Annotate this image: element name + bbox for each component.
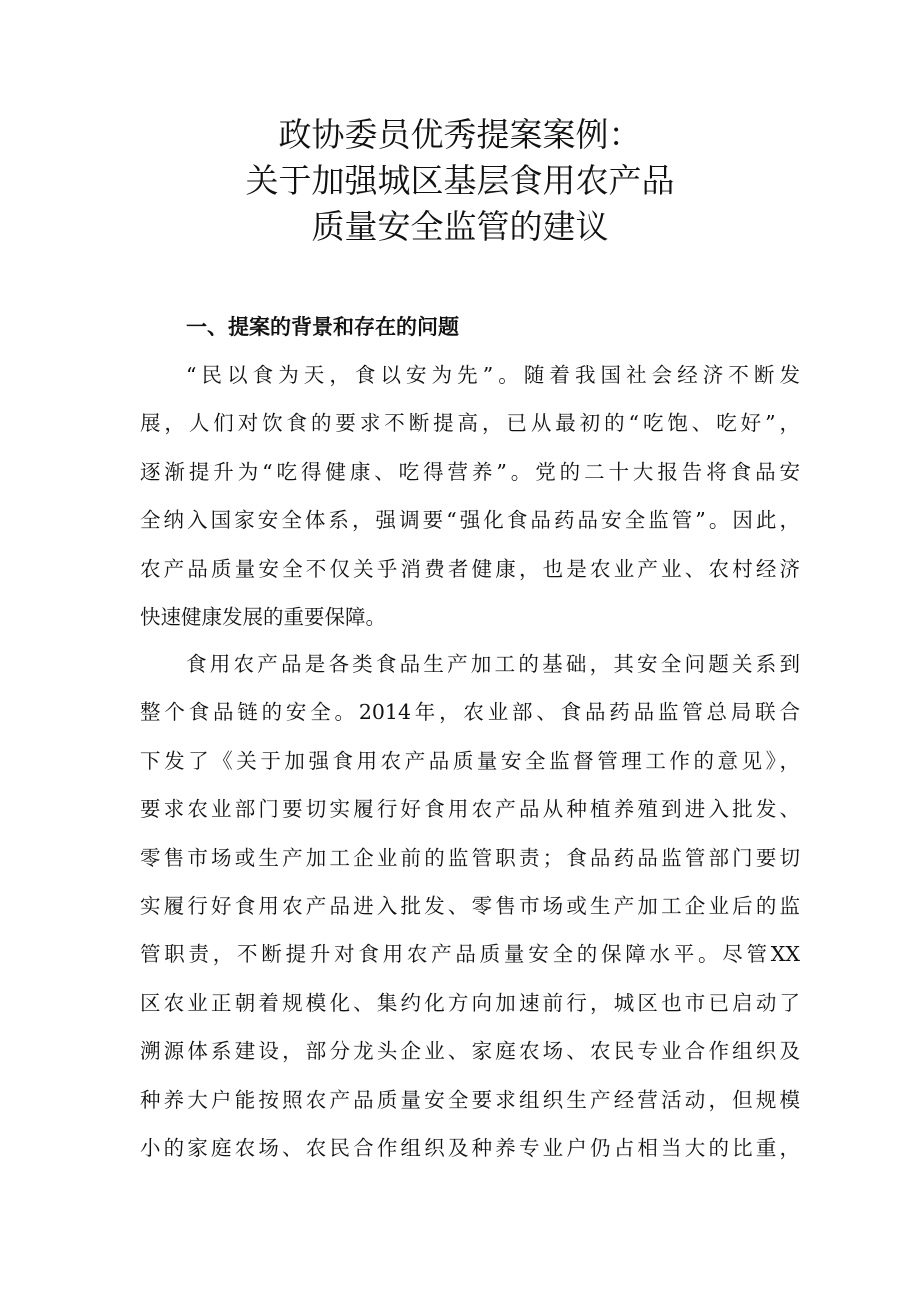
- paragraph-line: “民以食为天，食以安为先”。随着我国社会经济不断发: [186, 363, 800, 387]
- paragraph-line: 实履行好食用农产品进入批发、零售市场或生产加工企业后的监: [140, 893, 800, 918]
- paragraph-line: 全纳入国家安全体系，强调要“强化食品药品安全监管”。因此，: [140, 508, 800, 533]
- paragraph-line: 展，人们对饮食的要求不断提高，已从最初的“吃饱、吃好”，: [140, 411, 800, 436]
- paragraph-line: 区农业正朝着规模化、集约化方向加速前行，城区也市已启动了: [140, 990, 800, 1015]
- paragraph-line: 种养大户能按照农产品质量安全要求组织生产经营活动，但规模: [140, 1087, 800, 1112]
- paragraph-line: 快速健康发展的重要保障。: [140, 604, 386, 629]
- paragraph-line: 食用农产品是各类食品生产加工的基础，其安全问题关系到: [186, 652, 800, 676]
- paragraph-line: 零售市场或生产加工企业前的监管职责；食品药品监管部门要切: [140, 845, 800, 870]
- title-line-2: 关于加强城区基层食用农产品: [245, 161, 675, 200]
- paragraph-line: 小的家庭农场、农民合作组织及种养专业户仍占相当大的比重，: [140, 1135, 800, 1160]
- paragraph-line: 溯源体系建设，部分龙头企业、家庭农场、农民专业合作组织及: [140, 1039, 800, 1064]
- paragraph-1: [140, 351, 800, 641]
- document-title: [0, 112, 920, 250]
- paragraph-line: 逐渐提升为“吃得健康、吃得营养”。党的二十大报告将食品安: [140, 459, 800, 484]
- paragraph-line: 管职责，不断提升对食用农产品质量安全的保障水平。尽管XX: [140, 942, 800, 967]
- paragraph-2: [140, 640, 800, 1172]
- paragraph-line: 要求农业部门要切实履行好食用农产品从种植养殖到进入批发、: [140, 797, 800, 822]
- title-line-3: 质量安全监管的建议: [311, 207, 609, 246]
- title-line-1: 政协委员优秀提案案例：: [278, 115, 642, 154]
- paragraph-line: 下发了《关于加强食用农产品质量安全监督管理工作的意见》，: [140, 748, 800, 773]
- section-heading: 一、提案的背景和存在的问题: [186, 315, 459, 339]
- paragraph-line: 整个食品链的安全。2014年，农业部、食品药品监管总局联合: [140, 700, 800, 725]
- paragraph-line: 农产品质量安全不仅关乎消费者健康，也是农业产业、农村经济: [140, 556, 800, 581]
